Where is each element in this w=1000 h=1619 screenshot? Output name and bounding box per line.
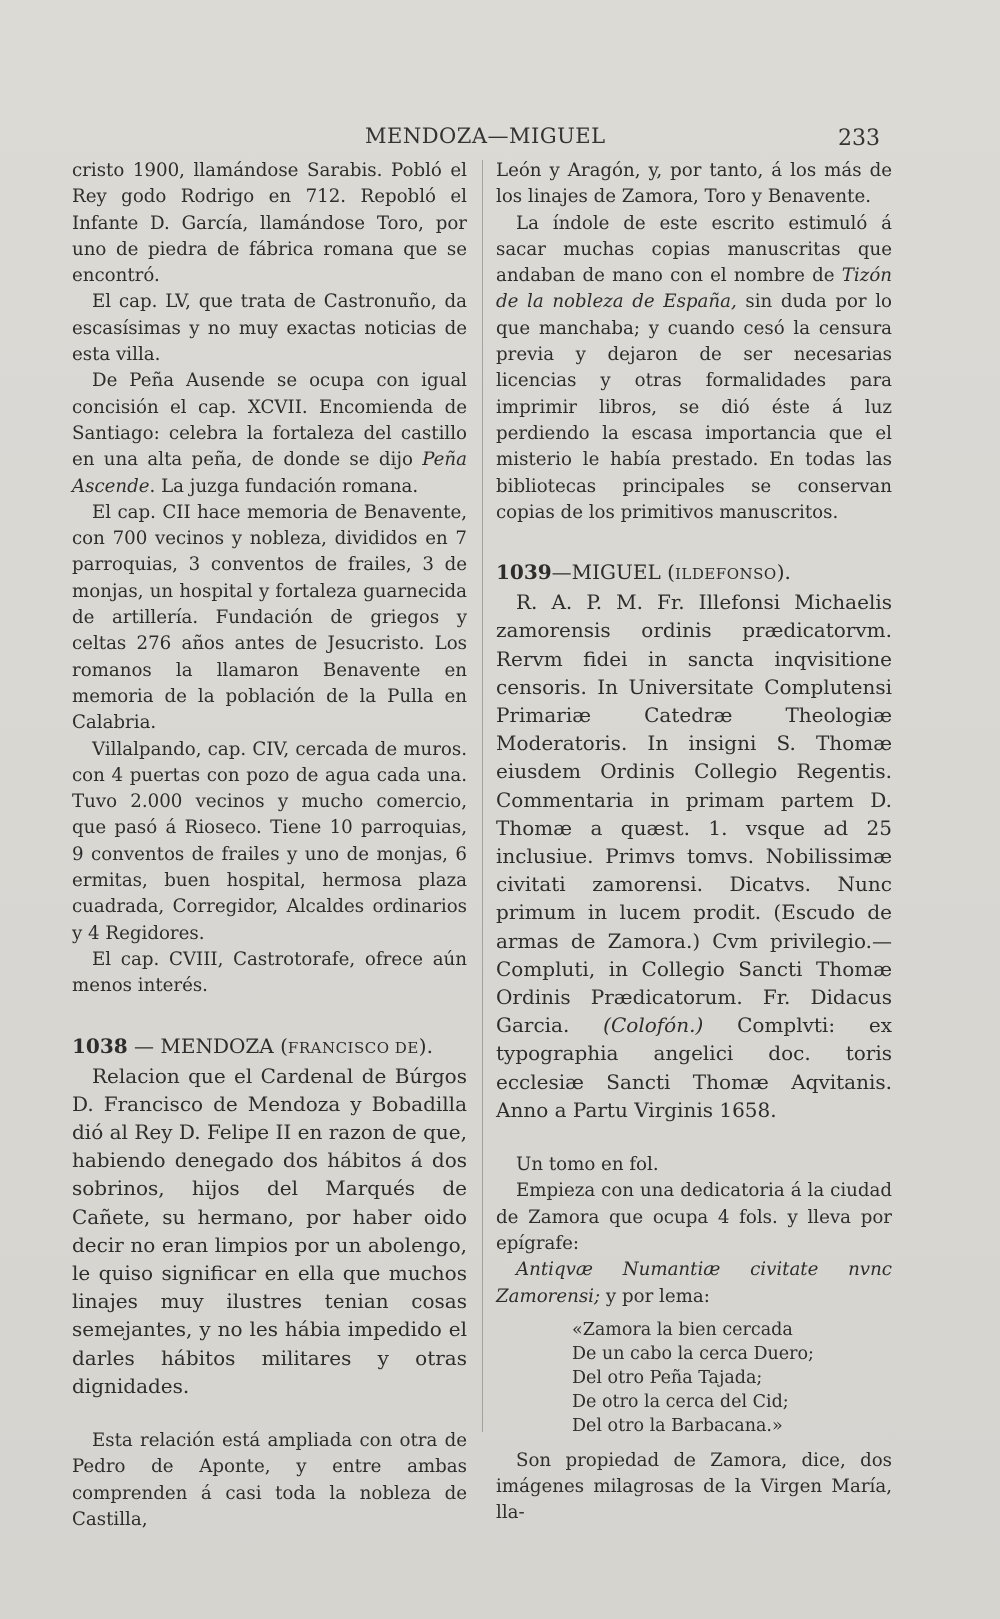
tizon-title-italic: Tizón de la nobleza de España,: [496, 265, 892, 313]
colofon-italic: (Colofón.): [603, 1013, 704, 1038]
entry-1038-given: FRANCISCO DE: [287, 1038, 419, 1057]
entry-1039-given-open: (: [660, 560, 675, 585]
right-column: [496, 158, 892, 1527]
paragraph-intro: cristo 1900, llamándose Sarabis. Pobló el Rey godo Rodrigo en 712. Repobló el Infante D. García, llamándose Toro, por uno de piedra de fábrica romana que se encontró.: [72, 160, 467, 287]
entry-1039-text-2: Complvti: ex typographia angelici doc. toris ecclesiæ Sancti Thomæ Aqvitanis. Anno a Partu Virginis 1658.: [496, 1013, 892, 1122]
paragraph-indole: [496, 211, 892, 527]
running-title: MENDOZA—MIGUEL: [365, 124, 606, 148]
epigrafe-italic: Antiqvæ Numantiæ civitate nvnc Zamorensi;: [496, 1259, 892, 1307]
entry-1039-given: ILDEFONSO: [674, 565, 777, 584]
paragraph-ampliada: Esta relación está ampliada con otra de Pedro de Aponte, y entre ambas comprenden á casi toda la nobleza de Castilla,: [72, 1429, 467, 1530]
pena-ascende-italic: Peña Ascende: [72, 449, 467, 497]
column-divider: [482, 160, 483, 1432]
entry-1038-dash: —: [127, 1033, 161, 1058]
entry-1039-given-close: ).: [776, 560, 791, 585]
entry-1038-given-close: ).: [418, 1033, 433, 1058]
poem-line: Del otro la Barbacana.»: [572, 1415, 783, 1436]
paragraph-tomo: Un tomo en fol.: [516, 1154, 659, 1176]
poem-line: «Zamora la bien cercada: [572, 1319, 793, 1340]
entry-1038-heading: [72, 1032, 467, 1062]
poem-line: Del otro Peña Tajada;: [572, 1367, 763, 1388]
poem-line: De un cabo la cerca Duero;: [572, 1343, 814, 1364]
poem-line: De otro la cerca del Cid;: [572, 1391, 789, 1412]
entry-1038-name: MENDOZA: [160, 1033, 274, 1058]
paragraph-cap-civ: Villalpando, cap. CIV, cercada de muros. con 4 puertas con pozo de agua cada una. Tuvo 2.000 vecinos y mucho comercio, que pasó á Rioseco. Tiene 10 parroquias, 9 conventos de frailes y uno de monjas, 6 ermitas, buen hospital, hermosa plaza cuadrada, Corregidor, Alcaldes ordinarios y 4 Regidores.: [72, 738, 467, 944]
entry-1039-heading: [496, 558, 892, 588]
entry-1039-name: MIGUEL: [571, 560, 661, 585]
entry-1039-number: 1039: [496, 560, 552, 585]
spacer: [72, 1400, 467, 1428]
entry-1038-given-open: (: [273, 1033, 288, 1058]
paragraph-propiedad: Son propiedad de Zamora, dice, dos imágenes milagrosas de la Virgen María, lla-: [496, 1449, 892, 1524]
indole-text-1: La índole de este escrito estimuló á sacar muchas copias manuscritas que andaban de mano con el nombre de: [496, 212, 892, 287]
paragraph-cap-xcvii: [72, 368, 467, 499]
entry-1039-text: [496, 588, 892, 1124]
spacer: [496, 1124, 892, 1152]
page-number: 233: [838, 126, 880, 151]
indole-text-2: sin duda por lo que manchaba; y cuando cesó la censura previa y dejaron de ser necesarias licencias y otras formalidades para imprimir libros, se dió éste á luz perdiendo la escasa importancia que el misterio le había prestado. En todas las bibliotecas principales se conservan copias de los primitivos manuscritos.: [496, 291, 893, 523]
entry-1038-text: Relacion que el Cardenal de Búrgos D. Francisco de Mendoza y Bobadilla dió al Rey D. Felipe II en razon de que, habiendo denegado dos hábitos á dos sobrinos, hijos del Marqués de Cañete, su hermano, por haber oido decir no eran limpios por un abolengo, le quiso significar en ella que muchos linajes muy ilustres tenian cosas semejantes, y no les hábia impedido el darles hábitos militares y otras dignidades.: [72, 1063, 467, 1398]
paragraph-cap-cviii: El cap. CVIII, Castrotorafe, ofrece aún menos interés.: [72, 948, 467, 997]
cap-xcvii-end: . La juzga fundación romana.: [149, 475, 419, 497]
epigrafe-end: y por lema:: [600, 1285, 710, 1307]
paragraph-empieza: Empieza con una dedicatoria á la ciudad de Zamora que ocupa 4 fols. y lleva por epígrafe:: [496, 1180, 892, 1254]
paragraph-leon: León y Aragón, y, por tanto, á los más de los linajes de Zamora, Toro y Benavente.: [496, 160, 892, 208]
entry-1038-number: 1038: [72, 1033, 128, 1058]
entry-1039-text-1: R. A. P. M. Fr. Illefonsi Michaelis zamorensis ordinis prædicatorvm. Rervm fidei in sancta inqvisitione censoris. In Universitate Complutensi Primariæ Catedræ Theologiæ Moderatoris. In insigni S. Thomæ eiusdem Ordinis Collegio Regentis. Commentaria in primam partem D. Thomæ a quæst. 1. vsque ad 25 inclusiue. Primvs tomvs. Nobilissimæ civitati zamorensi. Dicatvs. Nunc primum in lucem prodit. (Escudo de armas de Zamora.) Cvm privilegio.—Compluti, in Collegio Sancti Thomæ Ordinis Prædicatorum. Fr. Didacus Garcia.: [496, 590, 892, 1038]
paragraph-epigrafe: [496, 1257, 892, 1310]
spacer: [496, 526, 892, 546]
left-column: [72, 158, 467, 1533]
paragraph-cap-cii: El cap. CII hace memoria de Benavente, con 700 vecinos y nobleza, divididos en 7 parroquias, 3 conventos de frailes, 3 de monjas, un hospital y fortaleza guarnecida de artillería. Fundación de griegos y celtas 276 años antes de Jesucristo. Los romanos la llamaron Benavente en memoria de la población de la Pulla en Calabria.: [72, 501, 467, 734]
paragraph-cap-lv: El cap. LV, que trata de Castronuño, da escasísimas y no muy exactas noticias de esta villa.: [72, 291, 467, 366]
poem-block: [572, 1318, 892, 1438]
spacer: [72, 1000, 467, 1020]
entry-1039-dash: —: [551, 560, 572, 585]
cap-xcvii-text: De Peña Ausende se ocupa con igual concisión el cap. XCVII. Encomienda de Santiago: celebra la fortaleza del castillo en una alta peña, de donde se dijo: [72, 370, 467, 471]
page-header: [0, 124, 1000, 154]
